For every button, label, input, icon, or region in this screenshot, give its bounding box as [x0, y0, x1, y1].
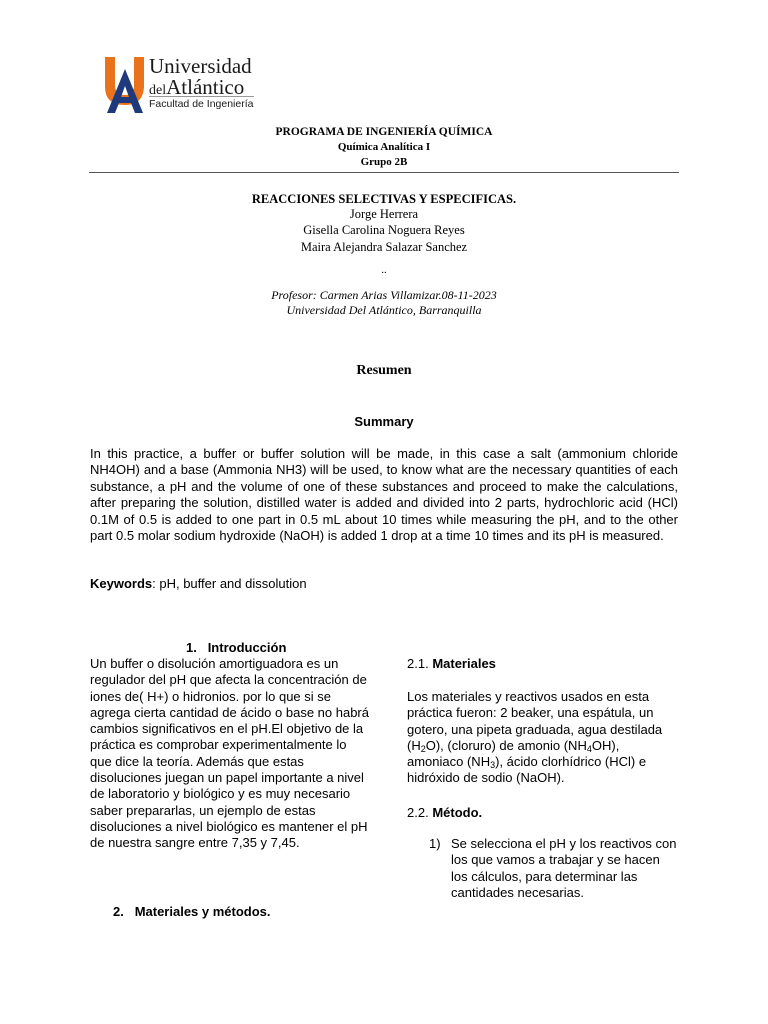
resumen-heading: Resumen [356, 363, 412, 378]
course-name: Química Analítica I [337, 141, 431, 153]
section-2-heading: 2. Materiales y métodos. [113, 904, 271, 919]
step-number: 1) [429, 836, 441, 851]
subsection-metodo-heading: 2.2. Método. [407, 805, 483, 820]
university-logo [103, 55, 263, 113]
logo-line-universidad: Universidad [149, 54, 252, 78]
introduction-text: Un buffer o disolución amortiguadora es un regulador del pH que afecta la concentración de iones de( H+) o hidronios. por lo que si se agrega cierta cantidad de ácido o base no habrá cambios significativos en el pH.El objetivo de la práctica es comprobar experimentalmente lo que dice la teoría. Además que estas disoluciones juegan un papel importante a nivel de laboratorio y biológico y es muy necesario saber prepararlas, un ejemplo de estas disoluciones a nivel biológico es mantener el pH de nuestra sangre entre 7,35 y 7,45. [90, 656, 369, 851]
author-1: Jorge Herrera [349, 207, 419, 221]
separator-dots: .. [381, 264, 387, 276]
keywords-text: : pH, buffer and dissolution [152, 576, 307, 591]
step-text: Se selecciona el pH y los reactivos con los que vamos a trabajar y se hacen los cálculos, para determinar las cantidades necesarias. [451, 836, 677, 900]
keywords-line [90, 576, 307, 591]
program-heading: PROGRAMA DE INGENIERÍA QUÍMICA [275, 126, 493, 138]
keywords-label: Keywords [90, 576, 153, 591]
logo-line-atlantico: delAtlántico [149, 75, 245, 99]
university-line: Universidad Del Atlántico, Barranquilla [286, 303, 482, 317]
logo-line-facultad: Facultad de Ingeniería [149, 98, 254, 110]
summary-heading: Summary [354, 414, 414, 429]
professor-line: Profesor: Carmen Arias Villamizar.08-11-2023 [271, 288, 497, 302]
author-3: Maira Alejandra Salazar Sanchez [300, 240, 468, 254]
report-title: REACCIONES SELECTIVAS Y ESPECIFICAS. [251, 192, 517, 206]
author-2: Gisella Carolina Noguera Reyes [303, 223, 465, 237]
summary-text: In this practice, a buffer or buffer solution will be made, in this case a salt (ammonium chloride NH4OH) and a base (Ammonia NH3) will be used, to know what are the necessary quantities of each substance, a pH and the volume of one of these substances and proceed to make the calculations, after preparing the solution, distilled water is added and divided into 2 parts, hydrochloric acid (HCl) 0.1M of 0.5 is added to one part in 0.5 mL about 10 times while measuring the pH, and to the other part 0.5 molar sodium hydroxide (NaOH) is added 1 drop at a time 10 times and its pH is measured. [90, 446, 678, 544]
section-1-heading: 1. Introducción [186, 640, 287, 655]
subsection-materiales-heading: 2.1. Materiales [407, 656, 496, 671]
group-name: Grupo 2B [360, 156, 408, 168]
materials-text: Los materiales y reactivos usados en esta práctica fueron: 2 beaker, una espátula, un gotero, una pipeta graduada, agua destilada $(H_2O)$, (cloruro) de amonio $(NH_4OH)$, amoniaco $(NH_3)$, ácido clorhídrico (HCl) e hidróxido de sodio (NaOH). [407, 689, 663, 786]
university-emblem-icon [103, 55, 147, 113]
header-divider [89, 172, 679, 173]
